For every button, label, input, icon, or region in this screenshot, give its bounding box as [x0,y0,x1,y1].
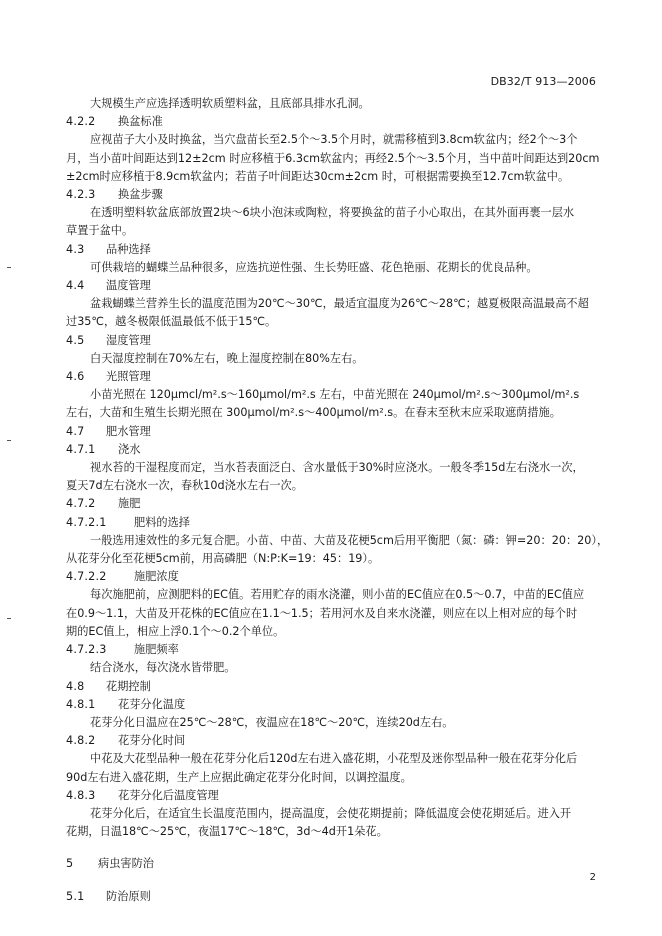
section-title: 肥水管理 [106,424,151,438]
section-title: 防治原则 [106,889,151,903]
paragraph-line: 夏天7d左右浇水一次，春秋10d浇水左右一次。 [66,479,303,493]
section-heading [66,423,601,441]
section-heading [66,732,601,750]
paragraph-line: 在0.9～1.1，大苗及开花株的EC值应在1.1～1.5；若用河水及自来水浇灌，则应在以上相对应的每个时 [66,606,578,620]
section-title: 施肥 [118,497,141,511]
section-heading [66,277,601,295]
section-heading [66,441,601,459]
section-heading [66,641,601,659]
paragraph-line: 视水苔的干湿程度而定，当水苔表面泛白、含水量低于30%时应浇水。一般冬季15d左右浇水一次， [90,461,584,475]
section-title: 光照管理 [106,370,151,384]
paragraph-line: 过35℃，越冬极限低温最低不低于15℃。 [66,315,277,329]
paragraph-line: 花芽分化日温应在25℃～28℃，夜温应在18℃～20℃，连续20d左右。 [90,715,454,729]
paragraph-line: 花芽分化后，在适宜生长温度范围内，提高温度，会使花期提前；降低温度会使花期延后。进入开 [90,806,572,820]
section-gap [66,841,601,855]
paragraph-line: 可供栽培的蝴蝶兰品种很多，应选抗逆性强、生长势旺盛、花色艳丽、花期长的优良品种。 [90,260,538,274]
section-title: 品种选择 [106,242,151,256]
section-heading [66,568,601,586]
paragraph-line: 一般选用速效性的多元复合肥。小苗、中苗、大苗及花梗5cm后用平衡肥（氮：磷：钾=20：20：20）， [90,533,609,547]
section-number: 4.2.2 [66,115,96,129]
section-number: 5 [66,857,74,871]
section-title: 换盆步骤 [118,188,163,202]
paragraph-line: 月，当小苗叶间距达到12±2cm 时应移植于6.3cm软盆内；再经2.5个～3.5个月，当中苗叶间距达到20cm [66,151,600,165]
section-title: 花期控制 [106,679,151,693]
section-number: 4.7.2.3 [66,643,107,657]
paragraph-line: 结合浇水，每次浇水皆带肥。 [90,661,236,675]
section-title: 花芽分化后温度管理 [118,788,219,802]
document-body [66,95,609,906]
section-number: 4.7 [66,424,85,438]
page-number: 2 [589,872,596,883]
section-heading [66,495,601,513]
paragraph-line: 从花芽分化至花梗5cm前，用高磷肥（N:P:K=19：45：19）。 [66,552,380,566]
section-heading [66,368,601,386]
section-title: 施肥浓度 [134,570,179,584]
paragraph-line: 在透明塑料软盆底部放置2块～6块小泡沫或陶粒，将要换盆的苗子小心取出，在其外面再裹一层水 [90,206,575,220]
section-heading [66,113,601,131]
section-number: 5.1 [66,889,85,903]
section-number: 4.4 [66,279,85,293]
section-title: 花芽分化时间 [118,734,186,748]
section-gap [66,874,601,888]
paragraph-line: 大规模生产应选择透明软质塑料盆，且底部具排水孔洞。 [90,97,370,110]
section-heading [66,855,601,873]
section-number: 4.6 [66,370,85,384]
paragraph-line: 盆栽蝴蝶兰营养生长的温度范围为20℃～30℃，最适宜温度为26℃～28℃；越夏极限高温最高不超 [90,297,589,311]
section-number: 4.7.2.1 [66,515,107,529]
standard-code: DB32/T 913—2006 [490,75,596,88]
paragraph-line: 白天湿度控制在70%左右，晚上湿度控制在80%左右。 [90,351,364,365]
section-heading [66,696,601,714]
section-heading [66,514,601,532]
section-number: 4.7.2.2 [66,570,107,584]
section-title: 浇水 [118,442,141,456]
section-title: 湿度管理 [106,333,151,347]
paragraph-line: 小苗光照在 120μmcl/m².s～160μmol/m².s 左右，中苗光照在 240μmol/m².s～300μmol/m².s [90,388,580,402]
section-number: 4.8.3 [66,788,96,802]
paragraph-line: 左右，大苗和生殖生长期光照在 300μmol/m².s～400μmol/m².s。在春末至秋末应采取遮荫措施。 [66,406,561,420]
section-heading [66,186,601,204]
section-number: 4.7.2 [66,497,96,511]
paragraph-line: 应视苗子大小及时换盆，当穴盘苗长至2.5个～3.5个月时，就需移植到3.8cm软盆内；经2个～3个 [90,133,578,147]
section-number: 4.3 [66,242,85,256]
paragraph-line: 期的EC值上，相应上浮0.1个～0.2个单位。 [66,624,285,638]
section-title: 温度管理 [106,279,151,293]
section-title: 换盆标准 [118,115,163,129]
paragraph-line: ±2cm时应移植于8.9cm软盆内；若苗子叶间距达30cm±2cm 时，可根据需要换至12.7cm软盆中。 [66,169,570,183]
section-heading [66,678,601,696]
section-number: 4.7.1 [66,442,96,456]
paragraph-line: 花期，日温18℃～25℃，夜温17℃～18℃，3d～4d开1朵花。 [66,825,388,839]
paragraph-line: 每次施肥前，应测肥料的EC值。若用贮存的雨水浇灌，则小苗的EC值应在0.5～0.7，中苗的EC值应 [90,588,585,602]
section-heading [66,888,601,906]
section-title: 肥料的选择 [134,515,190,529]
section-number: 4.5 [66,333,85,347]
section-heading [66,241,601,259]
paragraph-line: 90d左右进入盛花期，生产上应据此确定花芽分化时间，以调控温度。 [66,770,412,784]
paragraph-line: 中花及大花型品种一般在花芽分化后120d左右进入盛花期，小花型及迷你型品种一般在花芽分化后 [90,752,578,766]
section-heading [66,332,601,350]
section-number: 4.8.2 [66,734,96,748]
section-number: 4.8 [66,679,85,693]
margin-mark [7,440,11,441]
section-title: 病虫害防治 [98,857,154,871]
section-title: 施肥频率 [134,643,179,657]
section-number: 4.2.3 [66,188,96,202]
margin-mark [7,618,11,619]
margin-mark [7,267,11,268]
section-number: 4.8.1 [66,697,96,711]
paragraph-line: 草置于盆中。 [66,224,134,238]
section-title: 花芽分化温度 [118,697,186,711]
section-heading [66,787,601,805]
